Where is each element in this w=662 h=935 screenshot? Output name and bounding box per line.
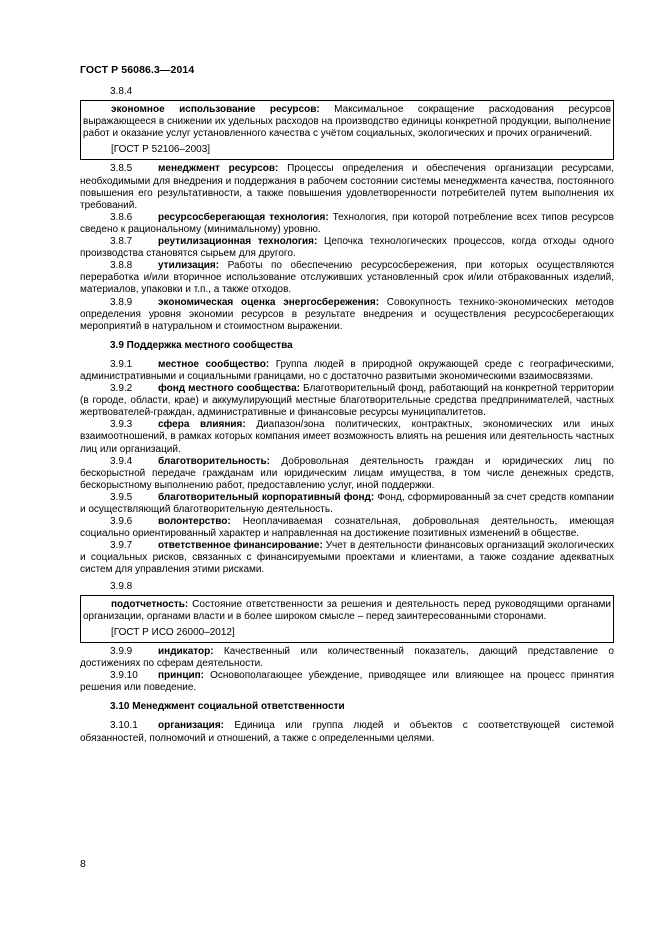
term-number: 3.8.8 bbox=[110, 260, 133, 272]
page-number: 8 bbox=[80, 858, 86, 870]
term-number: 3.9.10 bbox=[110, 670, 138, 682]
term-number: 3.9.4 bbox=[110, 455, 133, 467]
term-number: 3.8.9 bbox=[110, 296, 133, 308]
term-number: 3.9.5 bbox=[110, 491, 133, 503]
term-number: 3.10.1 bbox=[110, 720, 138, 732]
term-3-8-7 bbox=[80, 236, 614, 260]
term-name: сфера влияния: bbox=[158, 419, 246, 431]
section-heading-3-10: 3.10 Менеджмент социальной ответственности bbox=[110, 701, 345, 713]
term-3-9-10 bbox=[80, 670, 614, 694]
term-3-10-1 bbox=[80, 720, 614, 744]
term-name: подотчетность: bbox=[111, 598, 189, 610]
term-3-8-5 bbox=[80, 163, 614, 211]
term-3-9-1 bbox=[80, 359, 614, 383]
term-3-9-2 bbox=[80, 383, 614, 419]
term-reference: [ГОСТ Р ИСО 26000–2012] bbox=[111, 626, 235, 638]
document-header: ГОСТ Р 56086.3—2014 bbox=[80, 64, 195, 76]
term-3-8-8 bbox=[80, 260, 614, 296]
term-text: Максимальное сокращение расходования ресурсов выражающееся в снижении их удельных расходов на производство единицы конкретной продукции, выполнение работ и оказание услуг установленного качества с учётом социальных, экологических и прочих ограничений. bbox=[83, 104, 612, 140]
term-name: менеджмент ресурсов: bbox=[158, 163, 279, 175]
term-3-8-9 bbox=[80, 297, 614, 333]
term-3-9-5 bbox=[80, 492, 614, 516]
term-3-9-9 bbox=[80, 646, 614, 670]
term-3-9-6 bbox=[80, 516, 614, 540]
term-name: ответственное финансирование: bbox=[158, 540, 323, 552]
term-name: утилизация: bbox=[158, 260, 220, 272]
term-number: 3.9.8 bbox=[110, 580, 133, 592]
term-name: ресурсосберегающая технология: bbox=[158, 211, 329, 223]
term-text: Фонд, сформированный за счет средств компании и осуществляющий благотворительную деятельность. bbox=[80, 491, 614, 515]
term-text: Единица или группа людей и объектов с соответствующей системой обязанностей, полномочий и отношений, а также с определенными целями. bbox=[80, 720, 614, 744]
term-box-3-8-4 bbox=[80, 100, 614, 160]
term-text: Совокупность технико-экономических методов определения уровня экономии ресурсов в результате внедрения и осуществления ресурсосберегающих мероприятий в натуральном и стоимостном выражении. bbox=[80, 296, 614, 332]
document-body bbox=[80, 86, 614, 745]
term-number: 3.9.2 bbox=[110, 383, 133, 395]
term-name: индикатор: bbox=[158, 645, 214, 657]
section-heading-3-9: 3.9 Поддержка местного сообщества bbox=[110, 339, 293, 351]
term-text: Работы по обеспечению ресурсосбережения, при которых осуществляются переработка и/или вторичное использование отслуживших установленный срок и/или отбракованных изделий, материалов, упаковки и т.п., а также отходов. bbox=[80, 260, 614, 296]
term-number: 3.8.5 bbox=[110, 163, 133, 175]
term-text: Группа людей в природной окружающей среде с географическими, административными и социальными границами, но с достаточно развитыми экономическими взаимосвязями. bbox=[80, 358, 614, 382]
term-text: Благотворительный фонд, работающий на конкретной территории (в городе, области, крае) и аккумулирующий местные благотворительные средства предпринимателей, частных жертвователей-граждан, административные и финансовые ресурсы муниципалитетов. bbox=[80, 383, 614, 419]
term-name: благотворительность: bbox=[158, 455, 270, 467]
term-reference: [ГОСТ Р 52106–2003] bbox=[111, 144, 211, 156]
term-name: экономное использование ресурсов: bbox=[111, 104, 320, 116]
term-text: Качественный или количественный показатель, дающий представление о достижениях по сферам деятельности. bbox=[80, 645, 614, 670]
term-number: 3.9.3 bbox=[110, 419, 133, 431]
term-number: 3.8.4 bbox=[110, 86, 133, 97]
term-definition bbox=[83, 104, 611, 140]
term-text: Технология, при которой потребление всех типов ресурсов сведено к рациональному (минимальному) уровню. bbox=[80, 211, 614, 235]
term-text: Цепочка технологических процессов, когда отходы одного производства становятся сырьем для другого. bbox=[80, 236, 614, 260]
term-number: 3.9.9 bbox=[110, 645, 133, 657]
term-text: Диапазон/зона политических, контрактных, экономических или иных взаимоотношений, в рамках которых компания имеет возможность влиять на решения или деятельность частных лиц или организаций. bbox=[80, 419, 614, 455]
term-text: Процессы определения и обеспечения организации ресурсами, необходимыми для внедрения и поддержания в рабочем состоянии системы менеджмента качества, постоянного повышения его результативности, а также повышения удовлетворенности потребителей путем выполнения их требований. bbox=[80, 163, 614, 211]
term-number: 3.9.7 bbox=[110, 540, 133, 552]
term-text: Добровольная деятельность граждан и юридических лиц по бескорыстной передаче гражданам или юридическим лицам имущества, в том числе денежных средств, бескорыстному выполнению работ, предоставлению услуг, иной поддержки. bbox=[80, 455, 614, 491]
term-name: организация: bbox=[158, 720, 224, 732]
term-number: 3.8.7 bbox=[110, 236, 133, 248]
term-3-9-7 bbox=[80, 540, 614, 576]
term-number: 3.9.6 bbox=[110, 516, 133, 528]
term-text: Основополагающее убеждение, приводящее или влияющее на процесс принятия решения или поведение. bbox=[80, 670, 614, 694]
term-number: 3.8.6 bbox=[110, 211, 133, 223]
term-number: 3.9.1 bbox=[110, 358, 133, 370]
term-name: экономическая оценка энергосбережения: bbox=[158, 296, 380, 308]
term-text: Неоплачиваемая сознательная, добровольная деятельность, имеющая социально ориентированный характер и направленная на достижение позитивных изменений в обществе. bbox=[80, 516, 614, 540]
term-name: принцип: bbox=[158, 670, 205, 682]
term-name: реутилизационная технология: bbox=[158, 236, 318, 248]
term-name: местное сообщество: bbox=[158, 358, 270, 370]
term-definition bbox=[83, 599, 611, 623]
term-3-8-6 bbox=[80, 212, 614, 236]
term-3-9-3 bbox=[80, 419, 614, 455]
term-text: Учет в деятельности финансовых организаций экологических и социальных рисков, связанных с финансируемыми проектами и клиентами, а также создание адекватных систем для управления этими рисками. bbox=[80, 540, 614, 576]
term-box-3-9-8 bbox=[80, 595, 614, 643]
term-name: благотворительный корпоративный фонд: bbox=[158, 491, 375, 503]
term-text: Состояние ответственности за решения и деятельность перед руководящими органами организации, органами власти и в более широком смысле – перед заинтересованными сторонами. bbox=[83, 598, 611, 622]
term-3-9-4 bbox=[80, 456, 614, 492]
term-name: волонтерство: bbox=[158, 516, 231, 528]
term-name: фонд местного сообщества: bbox=[158, 383, 300, 395]
